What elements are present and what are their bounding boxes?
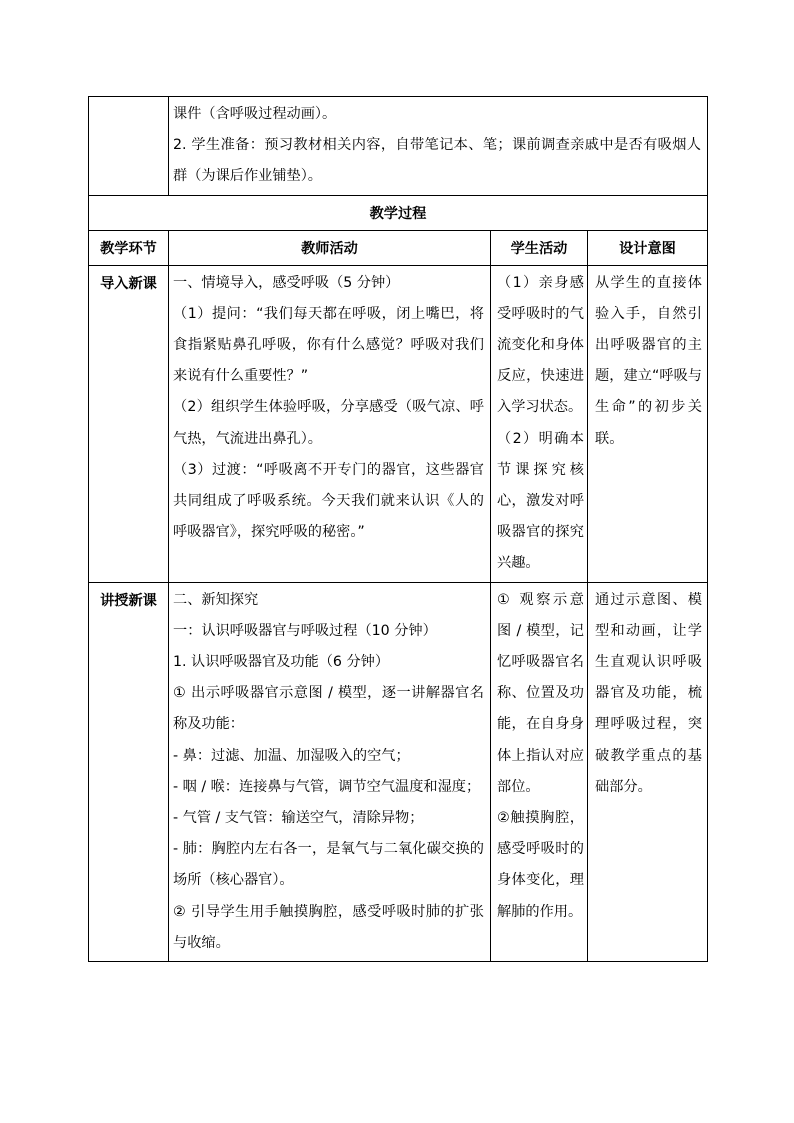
design-intent-cell xyxy=(588,582,708,961)
header-student: 学生活动 xyxy=(491,230,588,265)
intent-line: 从学生的直接体验入手，自然引出呼吸器官的主题，建立“呼吸与生命”的初步关联。 xyxy=(595,274,702,447)
stage-cell: 导入新课 xyxy=(89,265,169,582)
header-row xyxy=(89,230,708,265)
teacher-line: ② 引导学生用手触摸胸腔，感受呼吸时肺的扩张与收缩。 xyxy=(173,903,484,951)
header-teacher: 教师活动 xyxy=(169,230,491,265)
teacher-line: （2）组织学生体验呼吸，分享感受（吸气凉、呼气热，气流进出鼻孔）。 xyxy=(173,399,484,447)
prep-row xyxy=(89,97,708,196)
section-title-row xyxy=(89,195,708,230)
prep-stage-cell xyxy=(89,97,169,196)
teacher-line: 一：认识呼吸器官与呼吸过程（10 分钟） xyxy=(173,622,437,639)
intent-line: 通过示意图、模型和动画，让学生直观认识呼吸器官及功能，梳理呼吸过程，突破教学重点的基础部分。 xyxy=(595,591,702,795)
student-line: （1）亲身感受呼吸时的气流变化和身体反应，快速进入学习状态。 xyxy=(497,274,584,416)
prep-cell xyxy=(169,97,708,196)
stage-cell: 讲授新课 xyxy=(89,582,169,961)
teacher-line: 1. 认识呼吸器官及功能（6 分钟） xyxy=(173,654,390,671)
section-title: 教学过程 xyxy=(89,195,708,230)
teacher-line: - 气管 / 支气管：输送空气，清除异物； xyxy=(173,810,424,827)
design-intent-cell xyxy=(588,265,708,582)
teacher-line: ① 出示呼吸器官示意图 / 模型，逐一讲解器官名称及功能： xyxy=(173,685,484,733)
student-line: ②触摸胸腔，感受呼吸时的身体变化，理解肺的作用。 xyxy=(497,810,584,920)
prep-line-1: 课件（含呼吸过程动画）。 xyxy=(173,106,337,122)
header-stage: 教学环节 xyxy=(89,230,169,265)
student-activity-cell xyxy=(491,582,588,961)
teacher-line: 二、新知探究 xyxy=(173,591,259,608)
teacher-line: - 鼻：过滤、加温、加湿吸入的空气； xyxy=(173,747,410,764)
student-activity-cell xyxy=(491,265,588,582)
teacher-line: （1）提问：“我们每天都在呼吸，闭上嘴巴，将食指紧贴鼻孔呼吸，你有什么感觉？呼吸对我们来说有什么重要性？” xyxy=(173,305,484,385)
student-line: （2）明确本节课探究核心，激发对呼吸器官的探究兴趣。 xyxy=(497,430,584,572)
teacher-line: （3）过渡：“呼吸离不开专门的器官，这些器官共同组成了呼吸系统。今天我们就来认识《人的呼吸器官》，探究呼吸的秘密。” xyxy=(173,461,484,541)
teacher-line: 一、情境导入，感受呼吸（5 分钟） xyxy=(173,274,400,291)
table-row xyxy=(89,265,708,582)
student-line: ① 观察示意图 / 模型，记忆呼吸器官名称、位置及功能，在自身身体上指认对应部位。 xyxy=(497,591,584,795)
teacher-activity-cell xyxy=(169,265,491,582)
teacher-activity-cell xyxy=(169,582,491,961)
table-row xyxy=(89,582,708,961)
header-intent: 设计意图 xyxy=(588,230,708,265)
teacher-line: - 肺：胸腔内左右各一，是氧气与二氧化碳交换的场所（核心器官）。 xyxy=(173,841,484,889)
teacher-line: - 咽 / 喉：连接鼻与气管，调节空气温度和湿度； xyxy=(173,778,481,795)
lesson-plan-table xyxy=(88,96,708,962)
prep-line-2: 2. 学生准备：预习教材相关内容，自带笔记本、笔；课前调查亲戚中是否有吸烟人群（为课后作业铺垫）。 xyxy=(173,137,701,185)
